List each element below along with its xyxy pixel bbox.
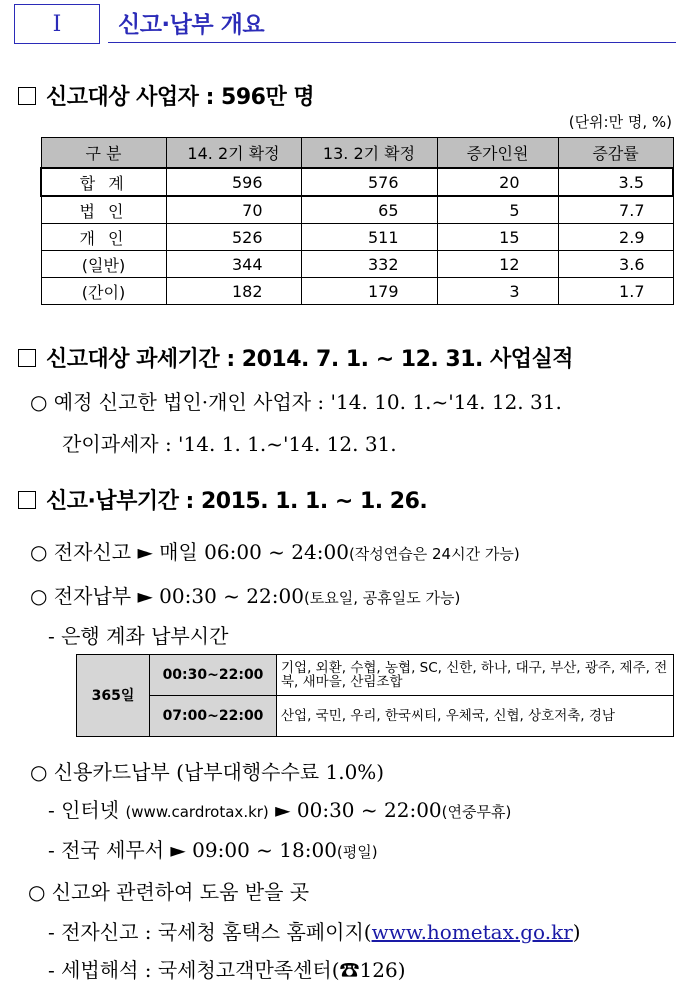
cell-value: 2.9: [558, 224, 673, 251]
bank-time-cell: 07:00~22:00: [150, 696, 277, 737]
hometax-link[interactable]: www.hometax.go.kr: [371, 920, 573, 944]
square-bullet-icon: [18, 349, 36, 367]
cell-value: 182: [166, 278, 301, 305]
help-heading: ○ 신고와 관련하여 도움 받을 곳: [28, 880, 310, 904]
table-row: [41, 168, 673, 196]
heading-filing-period: 신고·납부기간 : 2015. 1. 1. ~ 1. 26.: [18, 484, 427, 515]
cell-value: 332: [301, 251, 437, 278]
cell-value: 344: [166, 251, 301, 278]
cell-value: 5: [437, 196, 558, 224]
bank-time-cell: 00:30~22:00: [150, 655, 277, 696]
e-filing-line: ○ 전자신고 ► 매일 06:00 ~ 24:00(작성연습은 24시간 가능): [30, 540, 520, 564]
help-law-line: - 세법해석 : 국세청고객만족센터(☎126): [48, 958, 406, 982]
card-internet-line: - 인터넷 (www.cardrotax.kr) ► 00:30 ~ 22:00(연중무휴): [48, 798, 512, 822]
help-e-filing-line: - 전자신고 : 국세청 홈택스 홈페이지(www.hometax.go.kr): [48, 920, 581, 944]
card-payment-heading: ○ 신용카드납부 (납부대행수수료 1.0%): [30, 760, 385, 784]
e-payment-line: ○ 전자납부 ► 00:30 ~ 22:00(토요일, 공휴일도 가능): [30, 584, 461, 608]
taxpayer-stats-table: [40, 137, 674, 305]
table-row: [77, 655, 674, 696]
bank-list-cell: 기업, 외환, 수협, 농협, SC, 신한, 하나, 대구, 부산, 광주, 제주, 전북, 새마을, 산림조합: [277, 655, 674, 696]
cardrotax-url: (www.cardrotax.kr): [125, 803, 269, 821]
column-header: 증가인원: [437, 138, 558, 169]
cell-value: 3.6: [558, 251, 673, 278]
bank-day-cell: 365일: [77, 655, 150, 737]
cell-value: 65: [301, 196, 437, 224]
bank-hours-table: [76, 654, 674, 737]
card-office-line: - 전국 세무서 ► 09:00 ~ 18:00(평일): [48, 838, 378, 862]
cell-value: 12: [437, 251, 558, 278]
cell-value: 511: [301, 224, 437, 251]
cell-value: 70: [166, 196, 301, 224]
cell-value: 576: [301, 168, 437, 196]
row-label: (일반): [41, 251, 166, 278]
column-header: 13. 2기 확정: [301, 138, 437, 169]
cell-value: 179: [301, 278, 437, 305]
table-header-row: [41, 138, 673, 169]
table-row: [41, 224, 673, 251]
cell-value: 3.5: [558, 168, 673, 196]
cell-value: 3: [437, 278, 558, 305]
row-label: (간이): [41, 278, 166, 305]
simplified-filers-line: 간이과세자 : '14. 1. 1.~'14. 12. 31.: [62, 432, 397, 456]
section-number-box: [14, 4, 100, 44]
section-title: 신고·납부 개요: [118, 12, 265, 38]
table-row: [77, 696, 674, 737]
heading-tax-period: 신고대상 과세기간 : 2014. 7. 1. ~ 12. 31. 사업실적: [18, 342, 573, 373]
row-label: 법 인: [41, 196, 166, 224]
column-header: 증감률: [558, 138, 673, 169]
table-row: [41, 196, 673, 224]
section-title-rule: [108, 42, 676, 43]
bank-list-cell: 산업, 국민, 우리, 한국씨티, 우체국, 신협, 상호저축, 경남: [277, 696, 674, 737]
unit-note: (단위:만 명, %): [568, 113, 672, 131]
square-bullet-icon: [18, 491, 36, 509]
preliminary-filers-line: ○ 예정 신고한 법인·개인 사업자 : '14. 10. 1.~'14. 12. 31.: [30, 390, 562, 414]
section-number: Ⅰ: [52, 11, 62, 37]
cell-value: 596: [166, 168, 301, 196]
column-header: 구 분: [41, 138, 166, 169]
heading-taxpayers: 신고대상 사업자 : 596만 명: [18, 80, 314, 111]
bank-payment-title: - 은행 계좌 납부시간: [48, 624, 229, 648]
cell-value: 15: [437, 224, 558, 251]
cell-value: 526: [166, 224, 301, 251]
cell-value: 20: [437, 168, 558, 196]
row-label: 합 계: [41, 168, 166, 196]
table-row: [41, 278, 673, 305]
table-row: [41, 251, 673, 278]
cell-value: 1.7: [558, 278, 673, 305]
square-bullet-icon: [18, 87, 36, 105]
cell-value: 7.7: [558, 196, 673, 224]
row-label: 개 인: [41, 224, 166, 251]
column-header: 14. 2기 확정: [166, 138, 301, 169]
